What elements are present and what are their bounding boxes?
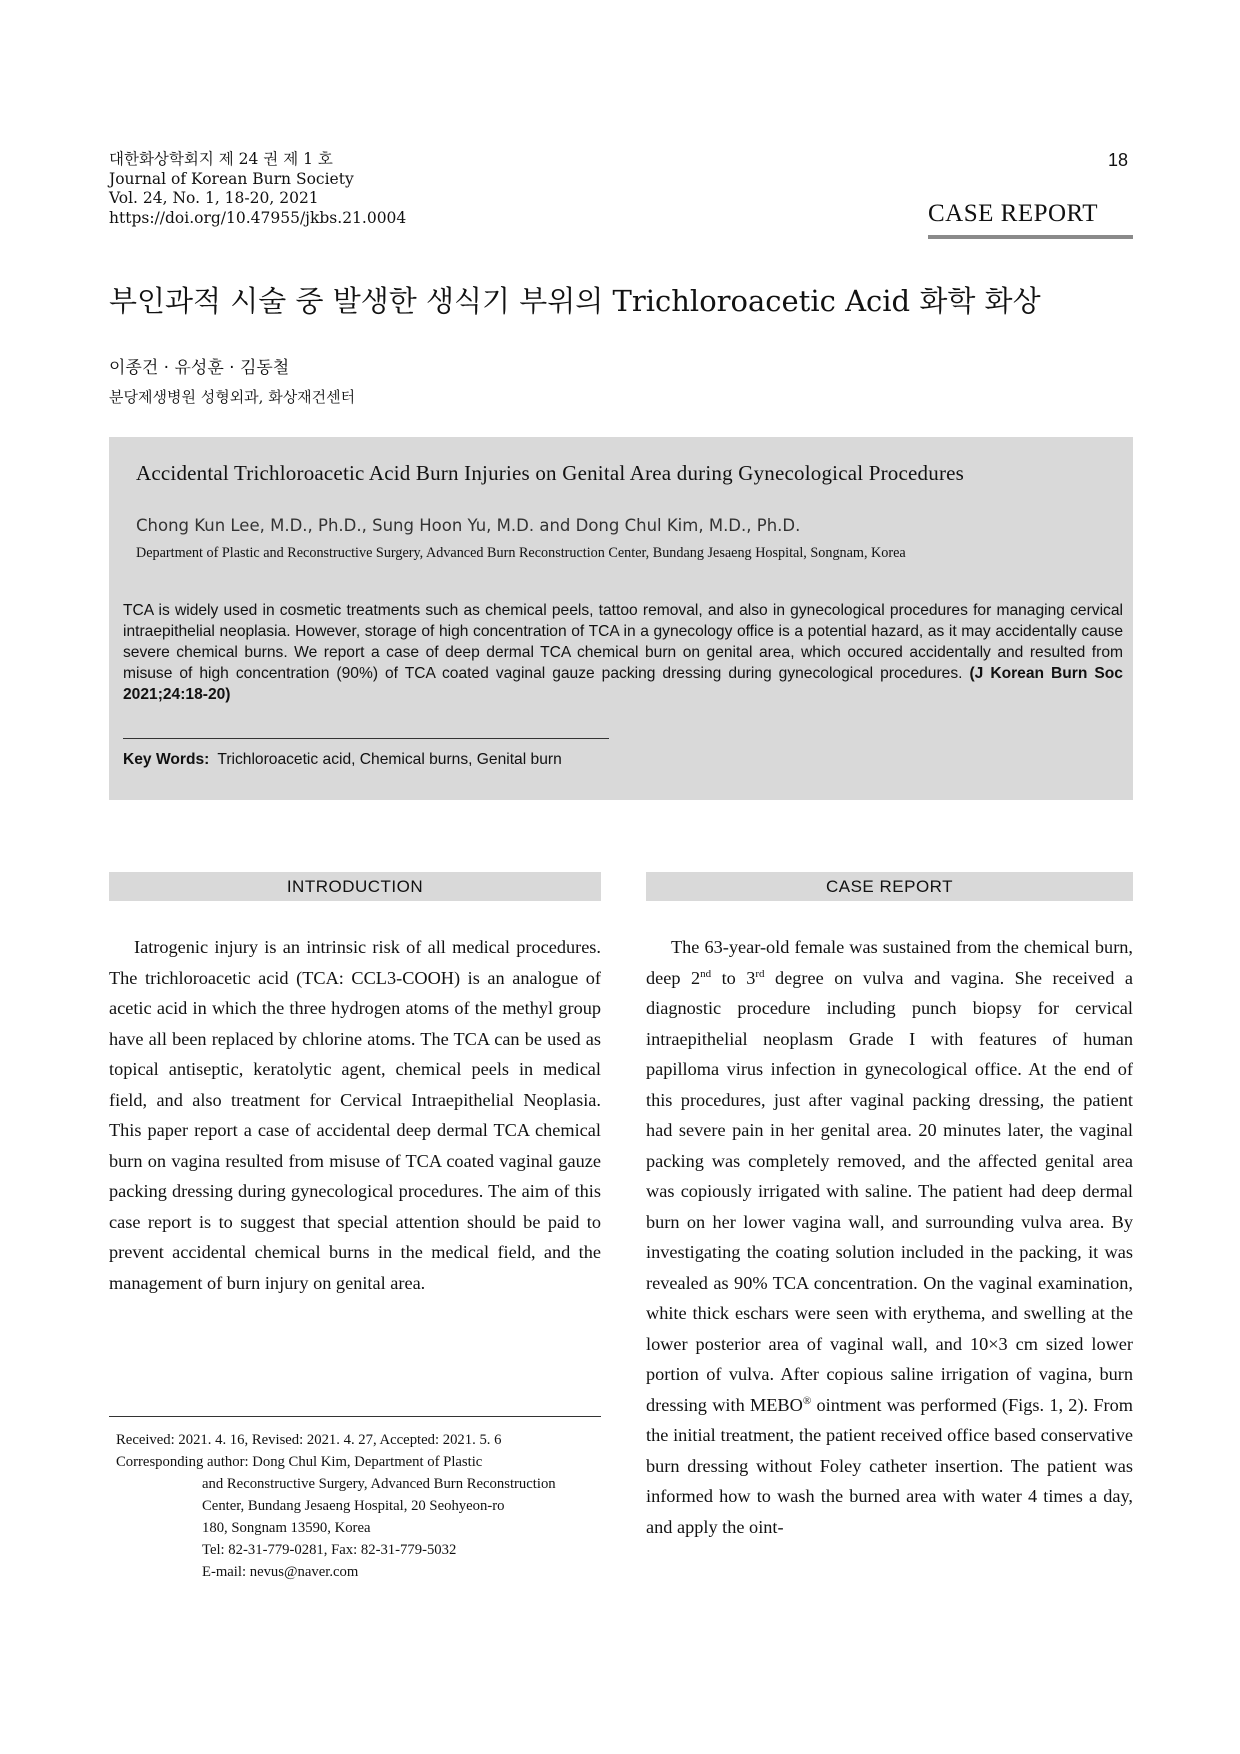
superscript-nd: nd <box>700 967 712 980</box>
case-report-heading: CASE REPORT <box>646 872 1133 901</box>
article-title-ko: 부인과적 시술 중 발생한 생식기 부위의 Trichloroacetic Acid 화학 화상 <box>109 284 1041 318</box>
footnote-corresponding-cont: Center, Bundang Jesaeng Hospital, 20 Seohyeon-ro <box>202 1498 505 1514</box>
journal-name-en: Journal of Korean Burn Society <box>109 169 354 188</box>
keywords-list: Trichloroacetic acid, Chemical burns, Genital burn <box>217 751 562 768</box>
article-title-en: Accidental Trichloroacetic Acid Burn Injuries on Genital Area during Gynecological Procedures <box>136 461 965 485</box>
section-label: CASE REPORT <box>928 200 1099 227</box>
case-text-1: The 63-year-old female was sustained from the chemical burn, deep 2 <box>646 937 1133 988</box>
footnote-dates: Received: 2021. 4. 16, Revised: 2021. 4. 27, Accepted: 2021. 5. 6 <box>116 1432 502 1448</box>
authors-ko: 이종건 · 유성훈 · 김동철 <box>109 358 290 378</box>
footnote-corresponding-cont: 180, Songnam 13590, Korea <box>202 1520 371 1536</box>
footnote-tel-fax: Tel: 82-31-779-0281, Fax: 82-31-779-5032 <box>202 1542 457 1558</box>
abstract-text <box>123 600 1123 705</box>
affiliation-en: Department of Plastic and Reconstructive Surgery, Advanced Burn Reconstruction Center, Bundang Jesaeng Hospital, Songnam, Korea <box>136 545 906 561</box>
footnote-email[interactable]: E-mail: nevus@naver.com <box>202 1564 359 1580</box>
footnote-rule <box>109 1416 601 1417</box>
journal-info <box>109 150 406 228</box>
footnote <box>116 1429 601 1583</box>
case-text-2: to 3 <box>711 967 756 988</box>
affiliation-ko: 분당제생병원 성형외과, 화상재건센터 <box>109 388 356 406</box>
doi-link[interactable]: https://doi.org/10.47955/jkbs.21.0004 <box>109 208 407 227</box>
journal-name-ko: 대한화상학회지 제 24 권 제 1 호 <box>109 150 333 168</box>
superscript-registered: ® <box>802 1394 812 1407</box>
case-text-3: degree on vulva and vagina. She received a diagnostic procedure including punch biopsy for cervical intraepithelial neoplasm Grade I with features of human papilloma virus infection in gynecological office. At the end of this procedures, just after vaginal packing dressing, the patient had severe pain in her genital area. 20 minutes later, the vaginal packing was completely removed, and the affected genital area was copiously irrigated with saline. The patient had deep dermal burn on her lower vagina wall, and surrounding vulva area. By investigating the coating solution included in the packing, it was revealed as 90% TCA concentration. On the vaginal examination, white thick eschars were seen with erythema, and swelling at the lower posterior area of vaginal wall, and 10×3 cm sized lower portion of vulva. After copious saline irrigation of vagina, burn dressing with MEBO <box>646 967 1133 1415</box>
section-rule <box>928 235 1133 239</box>
abstract-body: TCA is widely used in cosmetic treatments such as chemical peels, tattoo removal, and also in gynecological procedures for managing cervical intraepithelial neoplasia. However, storage of high concentration of TCA in a gynecology office is a potential hazard, as it may accidentally cause severe chemical burns. We report a case of deep dermal TCA chemical burn on genital area, which occured accidentally and resulted from misuse of high concentration (90%) of TCA coated vaginal gauze packing dressing during gynecological procedures. <box>123 602 1123 682</box>
footnote-corresponding-cont: and Reconstructive Surgery, Advanced Burn Reconstruction <box>202 1476 556 1492</box>
page-number: 18 <box>1108 150 1129 170</box>
keywords-rule <box>123 738 609 739</box>
keywords <box>123 751 562 769</box>
case-text-4: ointment was performed (Figs. 1, 2). From the initial treatment, the patient received office based conservative burn dressing without Foley catheter insertion. The patient was informed how to wash the burned area with water 4 times a day, and apply the oint- <box>646 1394 1134 1537</box>
introduction-paragraph: Iatrogenic injury is an intrinsic risk of all medical procedures. The trichloroacetic acid (TCA: CCL3-COOH) is an analogue of acetic acid in which the three hydrogen atoms of the methyl group have all been replaced by chlorine atoms. The TCA can be used as topical antiseptic, keratolytic agent, chemical peels in medical field, and also treatment for Cervical Intraepithelial Neoplasia. This paper report a case of accidental deep dermal TCA chemical burn on vagina resulted from misuse of TCA coated vaginal gauze packing dressing during gynecological procedures. The aim of this case report is to suggest that special attention should be paid to prevent accidental chemical burns in the medical field, and the management of burn injury on genital area. <box>109 937 601 1293</box>
footnote-corresponding: Corresponding author: Dong Chul Kim, Department of Plastic <box>116 1454 483 1470</box>
superscript-rd: rd <box>755 967 765 980</box>
journal-volume: Vol. 24, No. 1, 18-20, 2021 <box>109 189 319 207</box>
authors-en: Chong Kun Lee, M.D., Ph.D., Sung Hoon Yu, M.D. and Dong Chul Kim, M.D., Ph.D. <box>136 516 801 535</box>
introduction-heading: INTRODUCTION <box>109 872 601 901</box>
case-report-paragraph <box>646 932 1133 1542</box>
abstract-citation: (J Korean Burn Soc 2021;24:18-20) <box>123 665 1123 703</box>
keywords-label: Key Words: <box>123 751 210 768</box>
